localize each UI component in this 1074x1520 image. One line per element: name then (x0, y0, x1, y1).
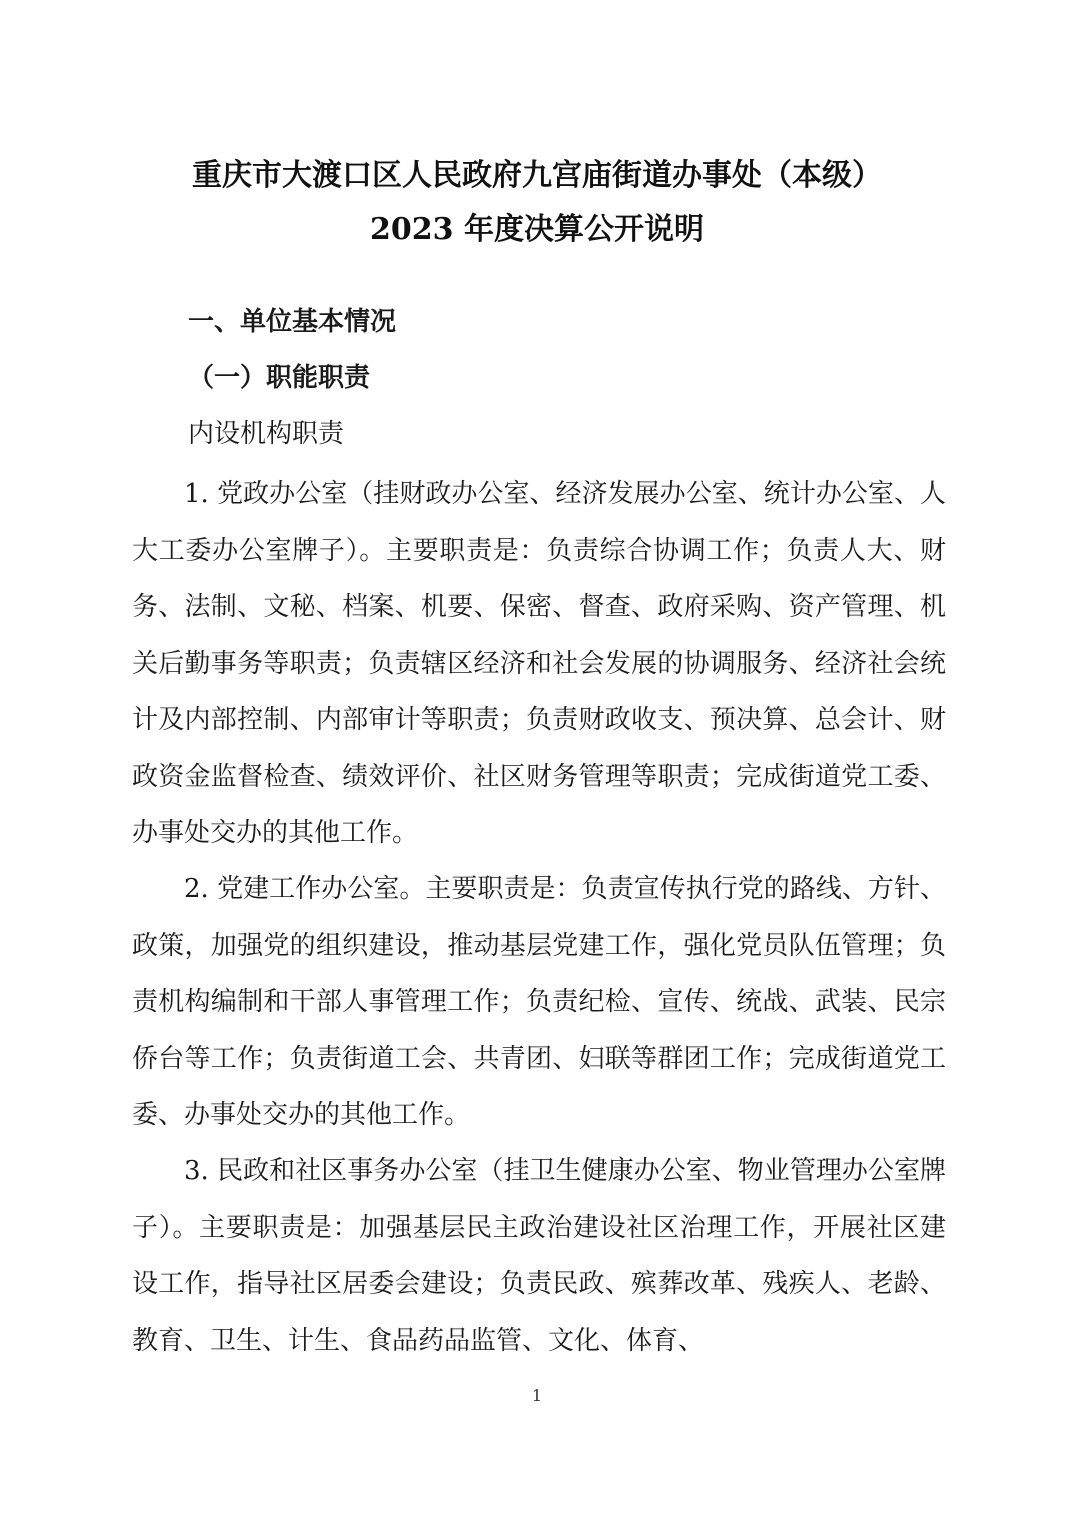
document-title-line1: 重庆市大渡口区人民政府九宫庙街道办事处（本级） (192, 158, 882, 193)
subsection-heading: （一）职能职责 (188, 363, 371, 393)
paragraph-2: 2. 党建工作办公室。主要职责是：负责宣传执行党的路线、方针、政策，加强党的组织建设，推动基层党建工作，强化党员队伍管理；负责机构编制和干部人事管理工作；负责纪检、宣传、统战、武装、民宗侨台等工作；负责街道工会、共青团、妇联等群团工作；完成街道党工委、办事处交办的其他工作。 (132, 874, 946, 1130)
paragraph-1: 1. 党政办公室（挂财政办公室、经济发展办公室、统计办公室、人大工委办公室牌子）。主要职责是：负责综合协调工作；负责人大、财务、法制、文秘、档案、机要、保密、督查、政府采购、资产管理、机关后勤事务等职责；负责辖区经济和社会发展的协调服务、经济社会统计及内部控制、内部审计等职责；负责财政收支、预决算、总会计、财政资金监督检查、绩效评价、社区财务管理等职责；完成街道党工委、办事处交办的其他工作。 (132, 479, 946, 848)
subheading-text: 内设机构职责 (188, 419, 345, 449)
section-heading: 一、单位基本情况 (188, 307, 397, 337)
page-number: 1 (531, 1386, 543, 1405)
document-title-line2: 2023 年度决算公开说明 (370, 212, 704, 247)
paragraph-3: 3. 民政和社区事务办公室（挂卫生健康办公室、物业管理办公室牌子）。主要职责是：加强基层民主政治建设社区治理工作，开展社区建设工作，指导社区居委会建设；负责民政、殡葬改革、残疾人、老龄、教育、卫生、计生、食品药品监管、文化、体育、 (132, 1156, 946, 1356)
